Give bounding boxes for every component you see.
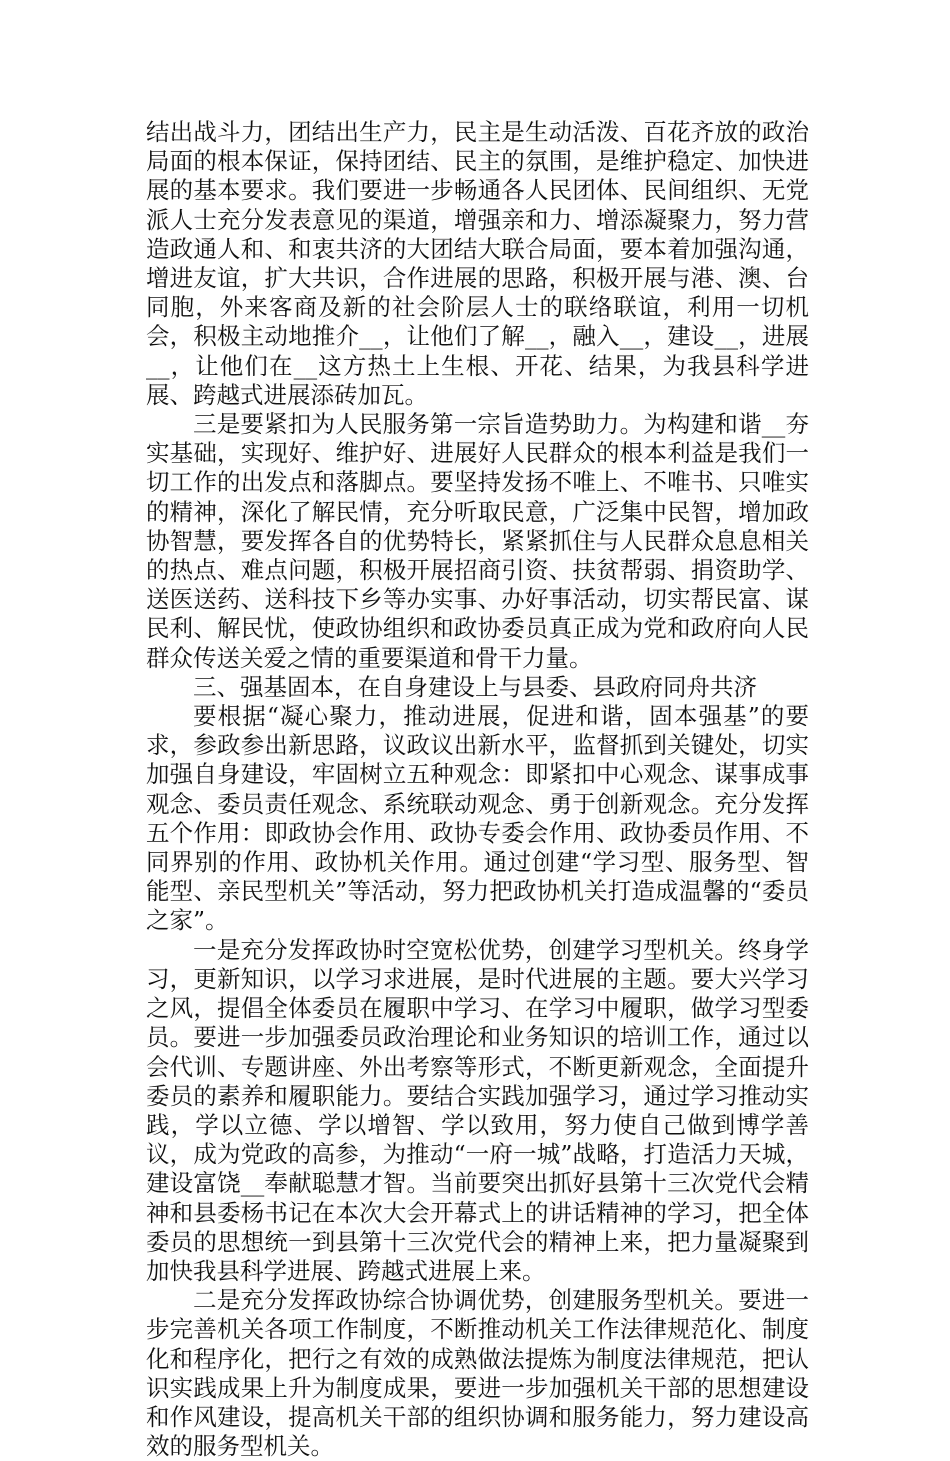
paragraph-self-building: 要根据“凝心聚力，推动进展，促进和谐，固本强基”的要求，参政参出新思路，议政议出新水平，监督抓到关键处，切实加强自身建设，牢固树立五种观念：即紧扣中心观念、谋事成事观念、委员责任观念、系统联动观念、勇于创新观念。充分发挥五个作用：即政协会作用、政协专委会作用、政协委员作用、不同界别的作用、政协机关作用。通过创建“学习型、服务型、智能型、亲民型机关”等活动，努力把政协机关打造成温馨的“委员之家”。 <box>146 702 809 935</box>
paragraph-continuation: 结出战斗力，团结出生产力，民主是生动活泼、百花齐放的政治局面的根本保证，保持团结、民主的氛围，是维护稳定、加快进展的基本要求。我们要进一步畅通各人民团体、民间组织、无党派人士充分发表意见的渠道，增强亲和力、增添凝聚力，努力营造政通人和、和衷共济的大团结大联合局面，要本着加强沟通，增进友谊，扩大共识，合作进展的思路，积极开展与港、澳、台同胞，外来客商及新的社会阶层人士的联络联谊，利用一切机会，积极主动地推介__，让他们了解__，融入__，建设__，进展__，让他们在__这方热土上生根、开花、结果，为我县科学进展、跨越式进展添砖加瓦。 <box>146 118 809 409</box>
document-page <box>146 118 809 1461</box>
paragraph-service-organ: 二是充分发挥政协综合协调优势，创建服务型机关。要进一步完善机关各项工作制度，不断推动机关工作法律规范化、制度化和程序化，把行之有效的成熟做法提炼为制度法律规范，把认识实践成果上升为制度成果，要进一步加强机关干部的思想建设和作风建设，提高机关干部的组织协调和服务能力，努力建设高效的服务型机关。 <box>146 1286 809 1461</box>
section-heading-3: 三、强基固本，在自身建设上与县委、县政府同舟共济 <box>193 672 757 701</box>
paragraph-learning-organ: 一是充分发挥政协时空宽松优势，创建学习型机关。终身学习，更新知识，以学习求进展，是时代进展的主题。要大兴学习之风，提倡全体委员在履职中学习、在学习中履职，做学习型委员。要进一步加强委员政治理论和业务知识的培训工作，通过以会代训、专题讲座、外出考察等形式，不断更新观念，全面提升委员的素养和履职能力。要结合实践加强学习，通过学习推动实践，学以立德、学以增智、学以致用，努力使自己做到博学善议，成为党政的高参，为推动“一府一城”战略，打造活力天城，建设富饶__奉献聪慧才智。当前要突出抓好县第十三次党代会精神和县委杨书记在本次大会开幕式上的讲话精神的学习，把全体委员的思想统一到县第十三次党代会的精神上来，把力量凝聚到加快我县科学进展、跨越式进展上来。 <box>146 935 809 1285</box>
paragraph-people-service: 三是要紧扣为人民服务第一宗旨造势助力。为构建和谐__夯实基础，实现好、维护好、进展好人民群众的根本利益是我们一切工作的出发点和落脚点。要坚持发扬不唯上、不唯书、只唯实的精神，深化了解民情，充分听取民意，广泛集中民智，增加政协智慧，要发挥各自的优势特长，紧紧抓住与人民群众息息相关的热点、难点问题，积极开展招商引资、扶贫帮弱、捐资助学、送医送药、送科技下乡等办实事、办好事活动，切实帮民富、谋民利、解民忧，使政协组织和政协委员真正成为党和政府向人民群众传送关爱之情的重要渠道和骨干力量。 <box>146 410 809 672</box>
